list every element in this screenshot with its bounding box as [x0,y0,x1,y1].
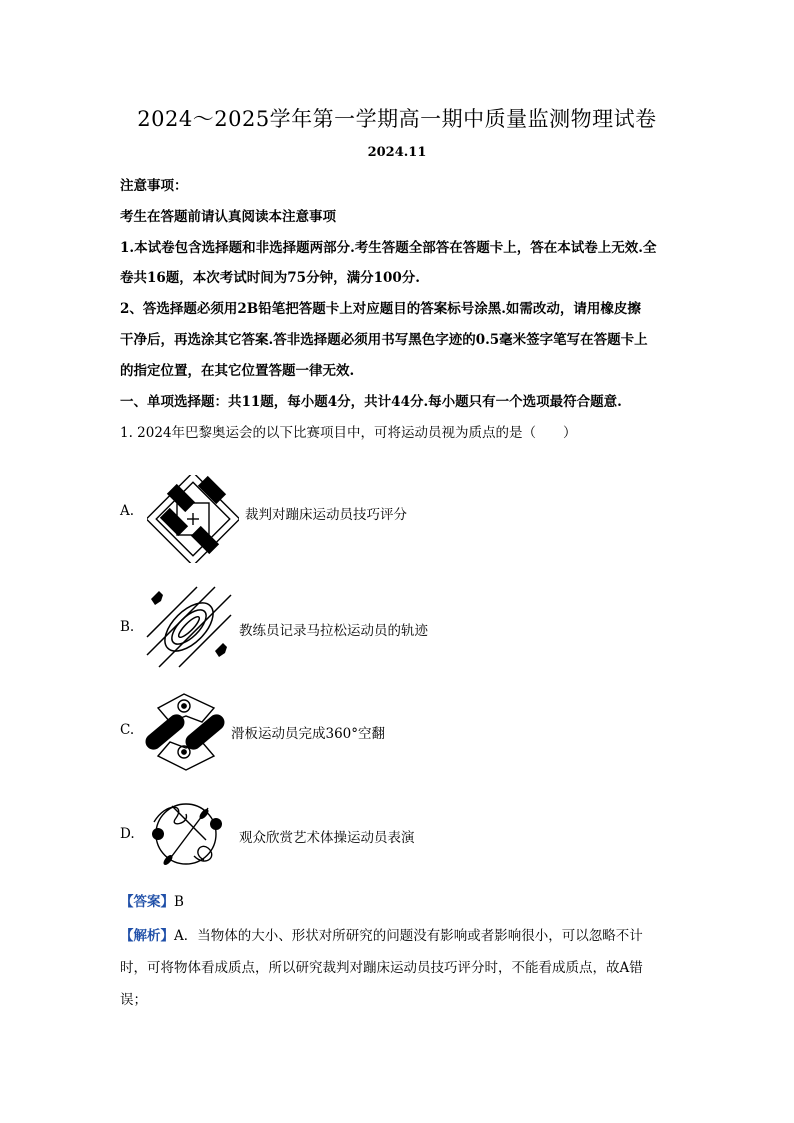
notice-heading: 注意事项： [120,178,188,194]
notice-item-1-line-2: 卷共16题，本次考试时间为75分钟，满分100分. [120,270,420,286]
section-heading: 一、单项选择题：共11题，每小题4分，共计44分.每小题只有一个选项最符合题意. [120,394,622,410]
option-c-letter: C. [120,722,135,738]
notice-item-2-line-2: 干净后，再选涂其它答案.答非选择题必须用书写黑色字迹的0.5毫米签字笔写在答题卡上 [120,332,648,348]
notice-item-2-line-1: 2、答选择题必须用2B铅笔把答题卡上对应题目的答案标号涂黑.如需改动，请用橡皮擦 [120,301,641,317]
notice-intro: 考生在答题前请认真阅读本注意事项 [120,209,336,225]
notice-item-2-line-3: 的指定位置，在其它位置答题一律无效. [120,363,355,379]
option-b-text: 教练员记录马拉松运动员的轨迹 [239,623,428,639]
answer-value: B [174,894,184,910]
rhythmic-gymnastics-icon [146,794,230,878]
skateboard-icon [142,690,230,778]
analysis-text-1: A．当物体的大小、形状对所研究的问题没有影响或者影响很小，可以忽略不计 [174,928,643,944]
answer-line [120,892,680,912]
option-a-letter: A. [120,503,135,519]
option-b-letter: B. [120,619,135,635]
running-track-icon [145,585,233,673]
exam-title: 2024～2025学年第一学期高一期中质量监测物理试卷 [137,107,657,131]
analysis-label: 【解析】 [120,928,174,944]
option-d-letter: D. [120,826,135,842]
trampoline-icon [147,475,239,567]
option-a-text: 裁判对蹦床运动员技巧评分 [245,507,407,523]
answer-label: 【答案】 [120,894,174,910]
option-d-text: 观众欣赏艺术体操运动员表演 [239,830,415,846]
question-1-stem: 1. 2024年巴黎奥运会的以下比赛项目中，可将运动员视为质点的是（ ） [120,425,577,441]
option-c-text: 滑板运动员完成360°空翻 [231,726,386,742]
analysis-line-3: 误； [120,992,147,1008]
exam-date: 2024.11 [367,145,427,160]
notice-item-1-line-1: 1.本试卷包含选择题和非选择题两部分.考生答题全部答在答题卡上，答在本试卷上无效.全 [120,240,657,256]
analysis-line-1 [120,926,680,946]
analysis-line-2: 时，可将物体看成质点，所以研究裁判对蹦床运动员技巧评分时，不能看成质点，故A错 [120,960,643,976]
